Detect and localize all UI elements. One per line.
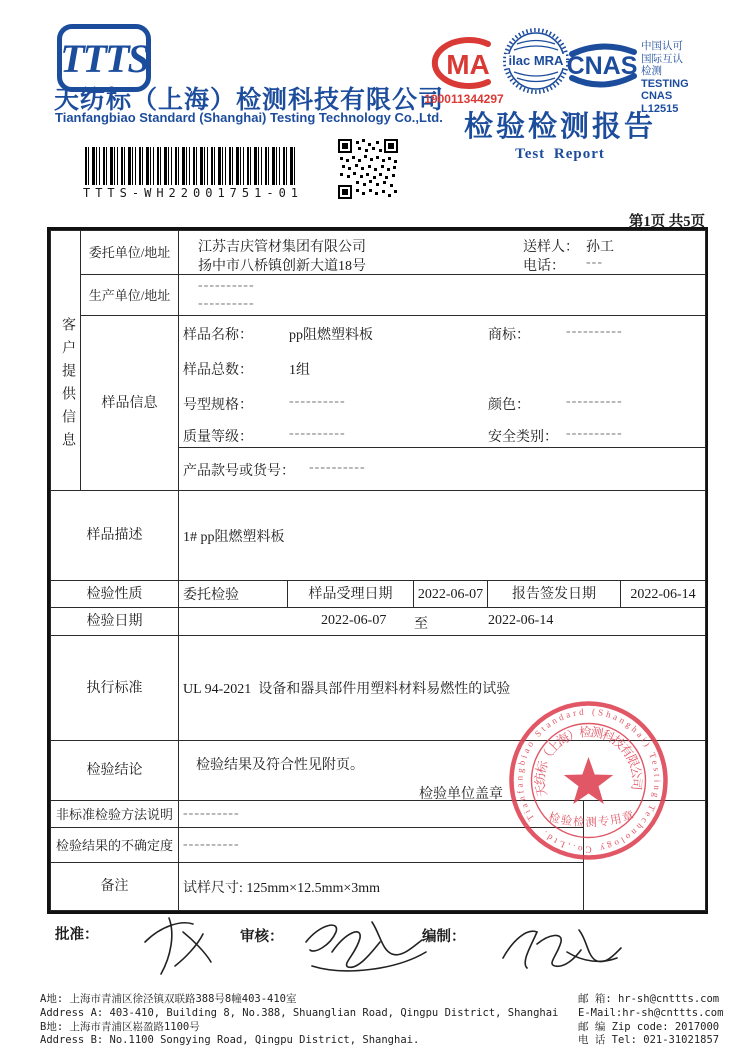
footer-address-block [40,993,558,1048]
manufacturer-label: 生产单位/地址 [80,274,179,316]
safety-class-label: 安全类别： [488,430,558,445]
cma-logo-text: MA [446,49,490,80]
cnas-line-cn3: 检测 [641,65,662,77]
safety-class-value: ---------- [566,426,623,441]
test-date-cell [178,607,706,636]
nonstandard-label: 非标准检验方法说明 [50,800,179,828]
cnas-line-testing: TESTING [641,77,689,90]
prepare-label: 编制： [422,929,466,945]
page-indicator: 第1页 共5页 [628,214,705,230]
test-date-to: 2022-06-14 [488,613,554,628]
test-nature-label: 检验性质 [50,580,179,608]
footer-tel: 电 话 Tel: 021-31021857 [578,1034,720,1047]
seal-outer-text: Tianfangbiao Standard (Shanghai) Testing Technology Co.,Ltd. [514,706,663,855]
sample-qty-label: 样品总数： [183,363,253,378]
standard-label: 执行标准 [50,635,179,741]
color-value: ---------- [566,394,623,409]
footer-address-b-en: Address B: No.1100 Songying Road, Qingpu District, Shanghai. [40,1034,420,1047]
sample-qty-value: 1组 [289,363,310,378]
barcode [85,147,297,185]
test-date-from: 2022-06-07 [321,613,387,628]
test-nature-value: 委托检验 [178,580,288,608]
footer-email-cn: 邮 箱: hr-sh@cnttts.com [578,993,720,1005]
test-date-to-word: 至 [414,617,428,632]
receive-date-label: 样品受理日期 [287,580,414,608]
cnas-line-cn1: 中国认可 [641,40,683,52]
sample-desc-label: 样品描述 [50,490,179,581]
cma-number: 190011344297 [424,92,504,106]
spec-label: 号型规格： [183,398,253,413]
cnas-cert-no: CNAS L12515 [641,90,679,115]
consignor-name: 江苏吉庆管材集团有限公司 [198,240,366,255]
review-label: 审核： [240,929,284,945]
consignor-address: 扬中市八桥镇创新大道18号 [198,259,366,274]
cnas-logo-icon [564,38,640,92]
prepare-signature [495,916,630,978]
receive-date-value: 2022-06-07 [413,580,488,608]
consignor-cell [178,230,706,275]
company-seal [506,698,671,863]
seal-banner-text: 检验检测专用章 [547,809,636,830]
ilac-mra-logo-icon [503,22,569,100]
manufacturer-name: ---------- [198,278,255,293]
manufacturer-cell [178,274,706,316]
phone-value: --- [586,255,603,270]
sample-info-label: 样品信息 [80,315,179,491]
test-date-label: 检验日期 [50,607,179,636]
qr-code-icon [338,139,398,199]
ilac-mra-text: ilac MRA [508,53,564,68]
trademark-value: ---------- [566,324,623,339]
seal-caption: 检验单位盖章 [419,787,503,802]
footer-address-a-cn: A地: 上海市青浦区徐泾镇双联路388号8幢403-410室 [40,993,297,1005]
standard-value: UL 94-2021 设备和器具部件用塑料材料易燃性的试验 [178,635,706,741]
remark-label: 备注 [50,862,179,911]
seal-inner-text: 天纺标（上海）检测科技有限公司 [533,725,644,799]
conclusion-label: 检验结论 [50,740,179,801]
approve-label: 批准： [55,927,99,943]
nonstandard-dashes: ---------- [183,806,240,821]
ttts-logo-text: TTTS [60,35,148,81]
barcode-text: TTTS-WH22001751-01 [82,186,304,200]
spec-value: ---------- [289,394,346,409]
cma-logo-icon [426,36,502,92]
review-signature [300,912,435,982]
trademark-label: 商标： [488,328,530,343]
color-label: 颜色： [488,398,530,413]
issue-date-value: 2022-06-14 [620,580,706,608]
sampler-value: 孙工 [586,240,614,255]
sample-info-cell [178,315,706,448]
sample-desc-value: 1# pp阻燃塑料板 [178,490,706,581]
quality-grade-label: 质量等级： [183,430,253,445]
sample-name-label: 样品名称： [183,328,253,343]
sample-name-value: pp阻燃塑料板 [289,328,373,343]
product-no-cell [178,447,706,491]
footer-email-en: E-Mail:hr-sh@cnttts.com [578,1006,724,1019]
footer-zipcode: 邮 编 Zip code: 2017000 [578,1020,720,1033]
uncertainty-dashes: ---------- [183,837,240,852]
product-no-value: ---------- [309,460,366,475]
product-no-label: 产品款号或货号： [183,464,295,479]
phone-label: 电话： [523,259,565,274]
footer-address-b-cn: B地: 上海市青浦区崧盈路1100号 [40,1020,200,1033]
remark-value: 试样尺寸: 125mm×12.5mm×3mm [178,862,584,911]
uncertainty-label: 检验结果的不确定度 [50,827,179,863]
company-name-cn: 天纺标（上海）检测科技有限公司 [54,87,445,114]
report-title-cn: 检验检测报告 [463,111,656,143]
client-info-strip [50,230,81,491]
company-name-en: Tianfangbiao Standard (Shanghai) Testing Technology Co.,Ltd. [55,110,443,125]
footer-contact-block [578,993,723,1048]
approve-signature [135,908,245,980]
sampler-label: 送样人： [523,240,579,255]
footer-address-a-en: Address A: 403-410, Building 8, No.388, Shuanglian Road, Qingpu District, Shanghai [40,1006,559,1019]
report-title-en: Test Report [515,146,605,162]
cnas-line-cn2: 国际互认 [641,52,683,65]
conclusion-value: 检验结果及符合性见附页。 [196,758,364,773]
cnas-logo-text: CNAS [566,52,638,80]
issue-date-label: 报告签发日期 [487,580,621,608]
quality-grade-value: ---------- [289,426,346,441]
client-info-strip-text: 客户提供信息 [60,317,75,455]
seal-star-icon [564,757,613,804]
report-title [452,104,668,163]
manufacturer-address: ---------- [198,296,255,311]
consignor-label: 委托单位/地址 [80,230,179,275]
